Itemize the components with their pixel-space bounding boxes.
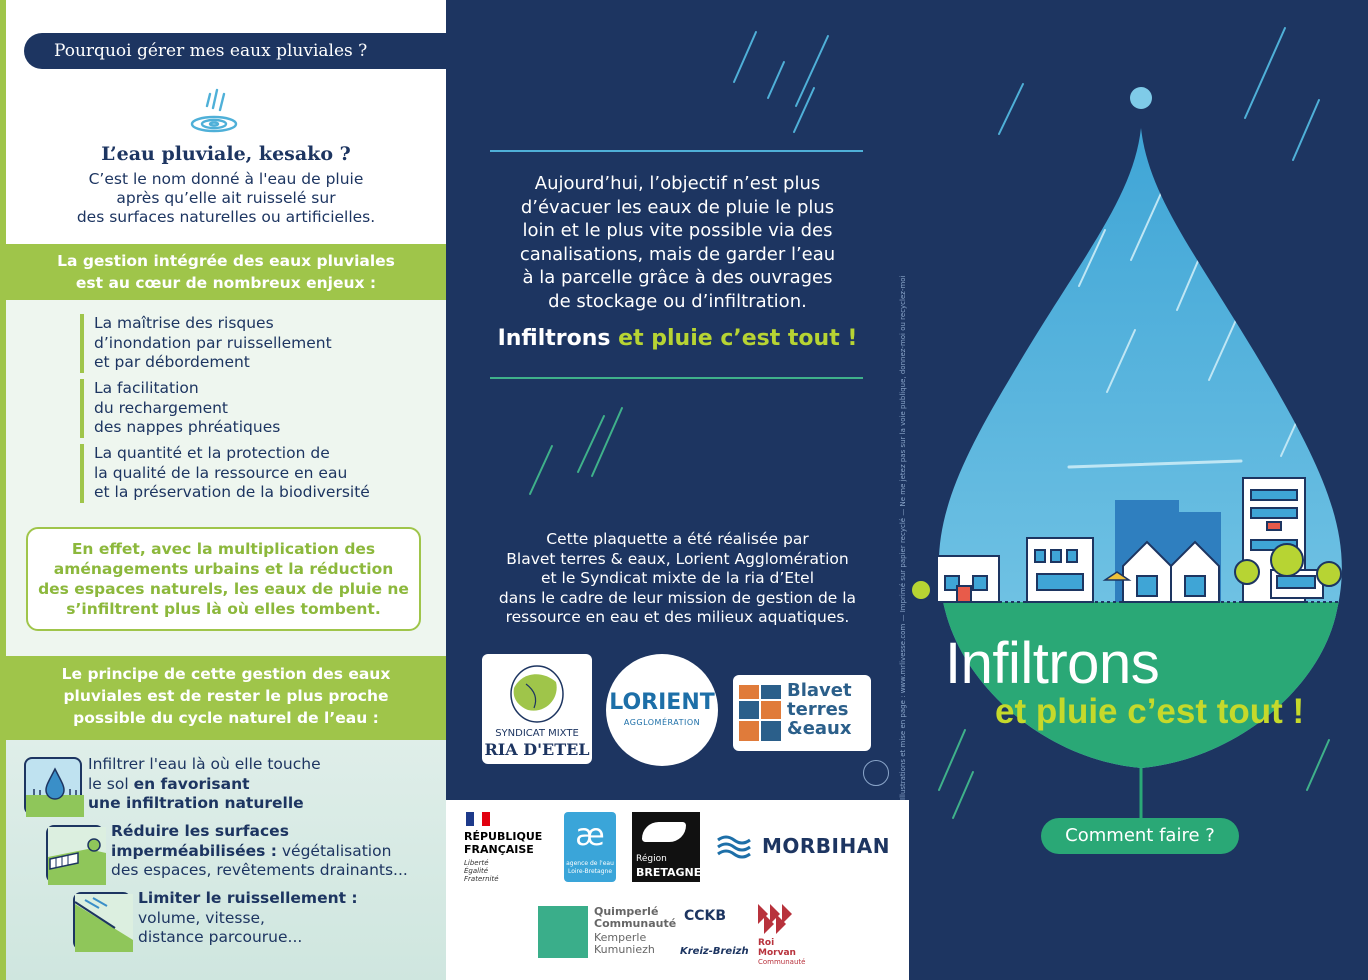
logo-lorient bbox=[606, 654, 718, 766]
permeable-surface-icon bbox=[46, 825, 104, 883]
text-line: En effet, avec la multiplication des bbox=[71, 540, 376, 558]
text-span-bold: Réduire les surfaces bbox=[111, 822, 289, 840]
enjeux-banner bbox=[6, 244, 446, 300]
logo-text: SYNDICAT MIXTE bbox=[495, 728, 579, 739]
cover-panel bbox=[899, 0, 1368, 980]
logo-text: RIA D'ETEL bbox=[484, 740, 590, 759]
text-line: est au cœur de nombreux enjeux : bbox=[75, 274, 377, 292]
logo-text: Roi bbox=[758, 938, 775, 948]
middle-panel bbox=[446, 0, 909, 980]
enjeu-item bbox=[80, 379, 430, 438]
text-line: dans le cadre de leur mission de gestion de la bbox=[498, 588, 857, 607]
text-line: distance parcourue... bbox=[138, 928, 303, 946]
text-line: La facilitation bbox=[94, 379, 199, 397]
text-line bbox=[111, 842, 408, 862]
text-line: C’est le nom donné à l'eau de pluie bbox=[88, 170, 364, 188]
text-line: du rechargement bbox=[94, 398, 229, 417]
intro-paragraph bbox=[446, 172, 909, 313]
text-line: à la parcelle grâce à des ouvrages bbox=[522, 267, 833, 288]
logo-text: Blavet bbox=[787, 680, 852, 701]
logo-quimperle bbox=[538, 905, 677, 962]
logo-mark bbox=[538, 906, 588, 958]
text-line: ressource en eau et des milieux aquatiques. bbox=[505, 608, 850, 626]
text-line: et par débordement bbox=[94, 353, 250, 371]
text-line: aménagements urbains et la réduction bbox=[53, 560, 394, 578]
logo-text: Région bbox=[636, 854, 667, 864]
text-line: Aujourd’hui, l’objectif n’est plus bbox=[534, 173, 821, 194]
text-line: d’évacuer les eaux de pluie le plus bbox=[520, 196, 835, 218]
logo-text: Communauté bbox=[758, 958, 806, 966]
logo-text: Quimperlé bbox=[594, 905, 659, 918]
text-line: d’inondation par ruissellement bbox=[94, 333, 332, 352]
text-line: de stockage ou d’infiltration. bbox=[548, 290, 807, 312]
logo-mark bbox=[758, 904, 802, 934]
recycle-icon bbox=[863, 760, 889, 786]
logo-ria-etel bbox=[482, 654, 592, 764]
logo-text: LORIENT bbox=[609, 690, 715, 715]
principe-banner bbox=[6, 656, 446, 740]
text-line: volume, vitesse, bbox=[138, 908, 265, 927]
logo-text: Kemperle bbox=[594, 931, 647, 944]
logo-text: Fraternité bbox=[464, 875, 499, 883]
principe-text bbox=[88, 755, 321, 814]
text-line bbox=[111, 822, 408, 842]
text-line: des surfaces naturelles ou artificielles. bbox=[76, 208, 376, 226]
text-line: s’infiltrent plus là où elles tombent. bbox=[66, 600, 381, 618]
logo-text: Kreiz-Breizh bbox=[680, 946, 749, 957]
principe-text bbox=[138, 889, 358, 948]
infiltration-icon bbox=[24, 757, 82, 815]
ermine-icon bbox=[642, 822, 686, 842]
text-line: et le Syndicat mixte de la ria d’Etel bbox=[540, 569, 815, 587]
slogan-part: Infiltrons bbox=[497, 326, 611, 351]
logo-agence-eau bbox=[564, 812, 616, 882]
logo-republique bbox=[464, 812, 554, 892]
logo-text: MORBIHAN bbox=[762, 834, 890, 858]
logo-text: Kumuniezh bbox=[594, 943, 655, 956]
text-span-bold: en favorisant bbox=[133, 774, 250, 793]
text-line: possible du cycle naturel de l’eau : bbox=[73, 709, 379, 727]
logo-morbihan bbox=[716, 832, 896, 862]
logo-roi-morvan bbox=[758, 904, 812, 966]
logo-text: BRETAGNE bbox=[636, 866, 702, 879]
logo-text: terres bbox=[787, 699, 849, 720]
text-line: des espaces naturels, les eaux de pluie ne bbox=[38, 580, 409, 598]
logo-text: FRANÇAISE bbox=[464, 843, 534, 856]
text-line: La quantité et la protection de bbox=[94, 444, 330, 462]
logo-text: Morvan bbox=[758, 948, 796, 958]
flag-icon bbox=[466, 812, 490, 826]
text-line: canalisations, mais de garder l’eau bbox=[519, 243, 836, 265]
text-span-bold: imperméabilisées : bbox=[111, 841, 277, 860]
section-header: Pourquoi gérer mes eaux pluviales ? bbox=[24, 33, 446, 69]
logo-cckb bbox=[680, 906, 752, 962]
enjeu-item bbox=[80, 314, 430, 373]
logo-text: AGGLOMÉRATION bbox=[623, 718, 701, 727]
logo-text: Communauté bbox=[594, 917, 677, 930]
kesako-title: L’eau pluviale, kesako ? bbox=[101, 143, 351, 165]
cover-subtitle: et pluie c’est tout ! bbox=[995, 692, 1305, 731]
logo-text: RÉPUBLIQUE bbox=[464, 830, 543, 843]
text-line bbox=[88, 775, 321, 795]
logo-text: Loire-Bretagne bbox=[567, 868, 613, 875]
comment-faire-button[interactable]: Comment faire ? bbox=[1041, 818, 1239, 854]
credit-paragraph bbox=[446, 530, 909, 628]
text-line: après qu’elle ait ruisselé sur bbox=[116, 189, 336, 207]
text-line: La maîtrise des risques bbox=[94, 314, 274, 332]
partners-area bbox=[446, 800, 909, 980]
logo-text: Égalité bbox=[464, 867, 489, 875]
principe-text bbox=[111, 822, 408, 881]
text-line: La gestion intégrée des eaux pluviales bbox=[57, 252, 395, 270]
text-line: loin et le plus vite possible via des bbox=[522, 220, 833, 241]
text-line: Blavet terres & eaux, Lorient Agglomération bbox=[506, 549, 849, 568]
text-line: des nappes phréatiques bbox=[94, 418, 281, 436]
logo-text: &eaux bbox=[787, 718, 852, 739]
callout-box bbox=[26, 527, 421, 631]
runoff-icon bbox=[73, 892, 131, 950]
logo-blavet bbox=[733, 675, 871, 751]
logo-text: Liberté bbox=[464, 859, 489, 867]
text-line: la qualité de la ressource en eau bbox=[94, 463, 348, 482]
cover-title: Infiltrons bbox=[945, 631, 1160, 696]
slogan bbox=[446, 326, 909, 351]
divider-line bbox=[490, 150, 863, 152]
text-line: pluviales est de rester le plus proche bbox=[63, 687, 389, 705]
text-span: le sol bbox=[88, 774, 134, 793]
logo-mark: æ bbox=[575, 818, 605, 853]
enjeu-item bbox=[80, 444, 430, 503]
logo-text: CCKB bbox=[684, 908, 727, 924]
text-span-bold: une infiltration naturelle bbox=[88, 794, 304, 812]
text-span-bold: Limiter le ruissellement : bbox=[138, 889, 358, 907]
kesako-body bbox=[6, 170, 446, 227]
text-line: et la préservation de la biodiversité bbox=[94, 483, 370, 501]
text-line: des espaces, revêtements drainants... bbox=[111, 861, 408, 879]
left-panel bbox=[0, 0, 446, 980]
divider-line bbox=[490, 377, 863, 379]
rain-drop-icon bbox=[188, 88, 240, 140]
text-line: Cette plaquette a été réalisée par bbox=[546, 530, 809, 548]
slogan-part: et pluie c’est tout ! bbox=[610, 326, 858, 351]
text-line: Le principe de cette gestion des eaux bbox=[61, 665, 391, 683]
text-line bbox=[88, 794, 321, 814]
logo-region-bretagne bbox=[632, 812, 700, 882]
text-line: Infiltrer l'eau là où elle touche bbox=[88, 755, 321, 773]
waves-icon bbox=[716, 834, 754, 860]
imprint-vertical-text: Illustrations et mise en page : www.mrlivesse.com — Imprimé sur papier recyclé — Ne me jetez pas sur la voie publique, donnez-moi ou recyclez-moi bbox=[899, 275, 907, 800]
text-span: végétalisation bbox=[276, 841, 392, 860]
text-line bbox=[138, 889, 358, 909]
logo-text: agence de l'eau bbox=[566, 860, 614, 867]
